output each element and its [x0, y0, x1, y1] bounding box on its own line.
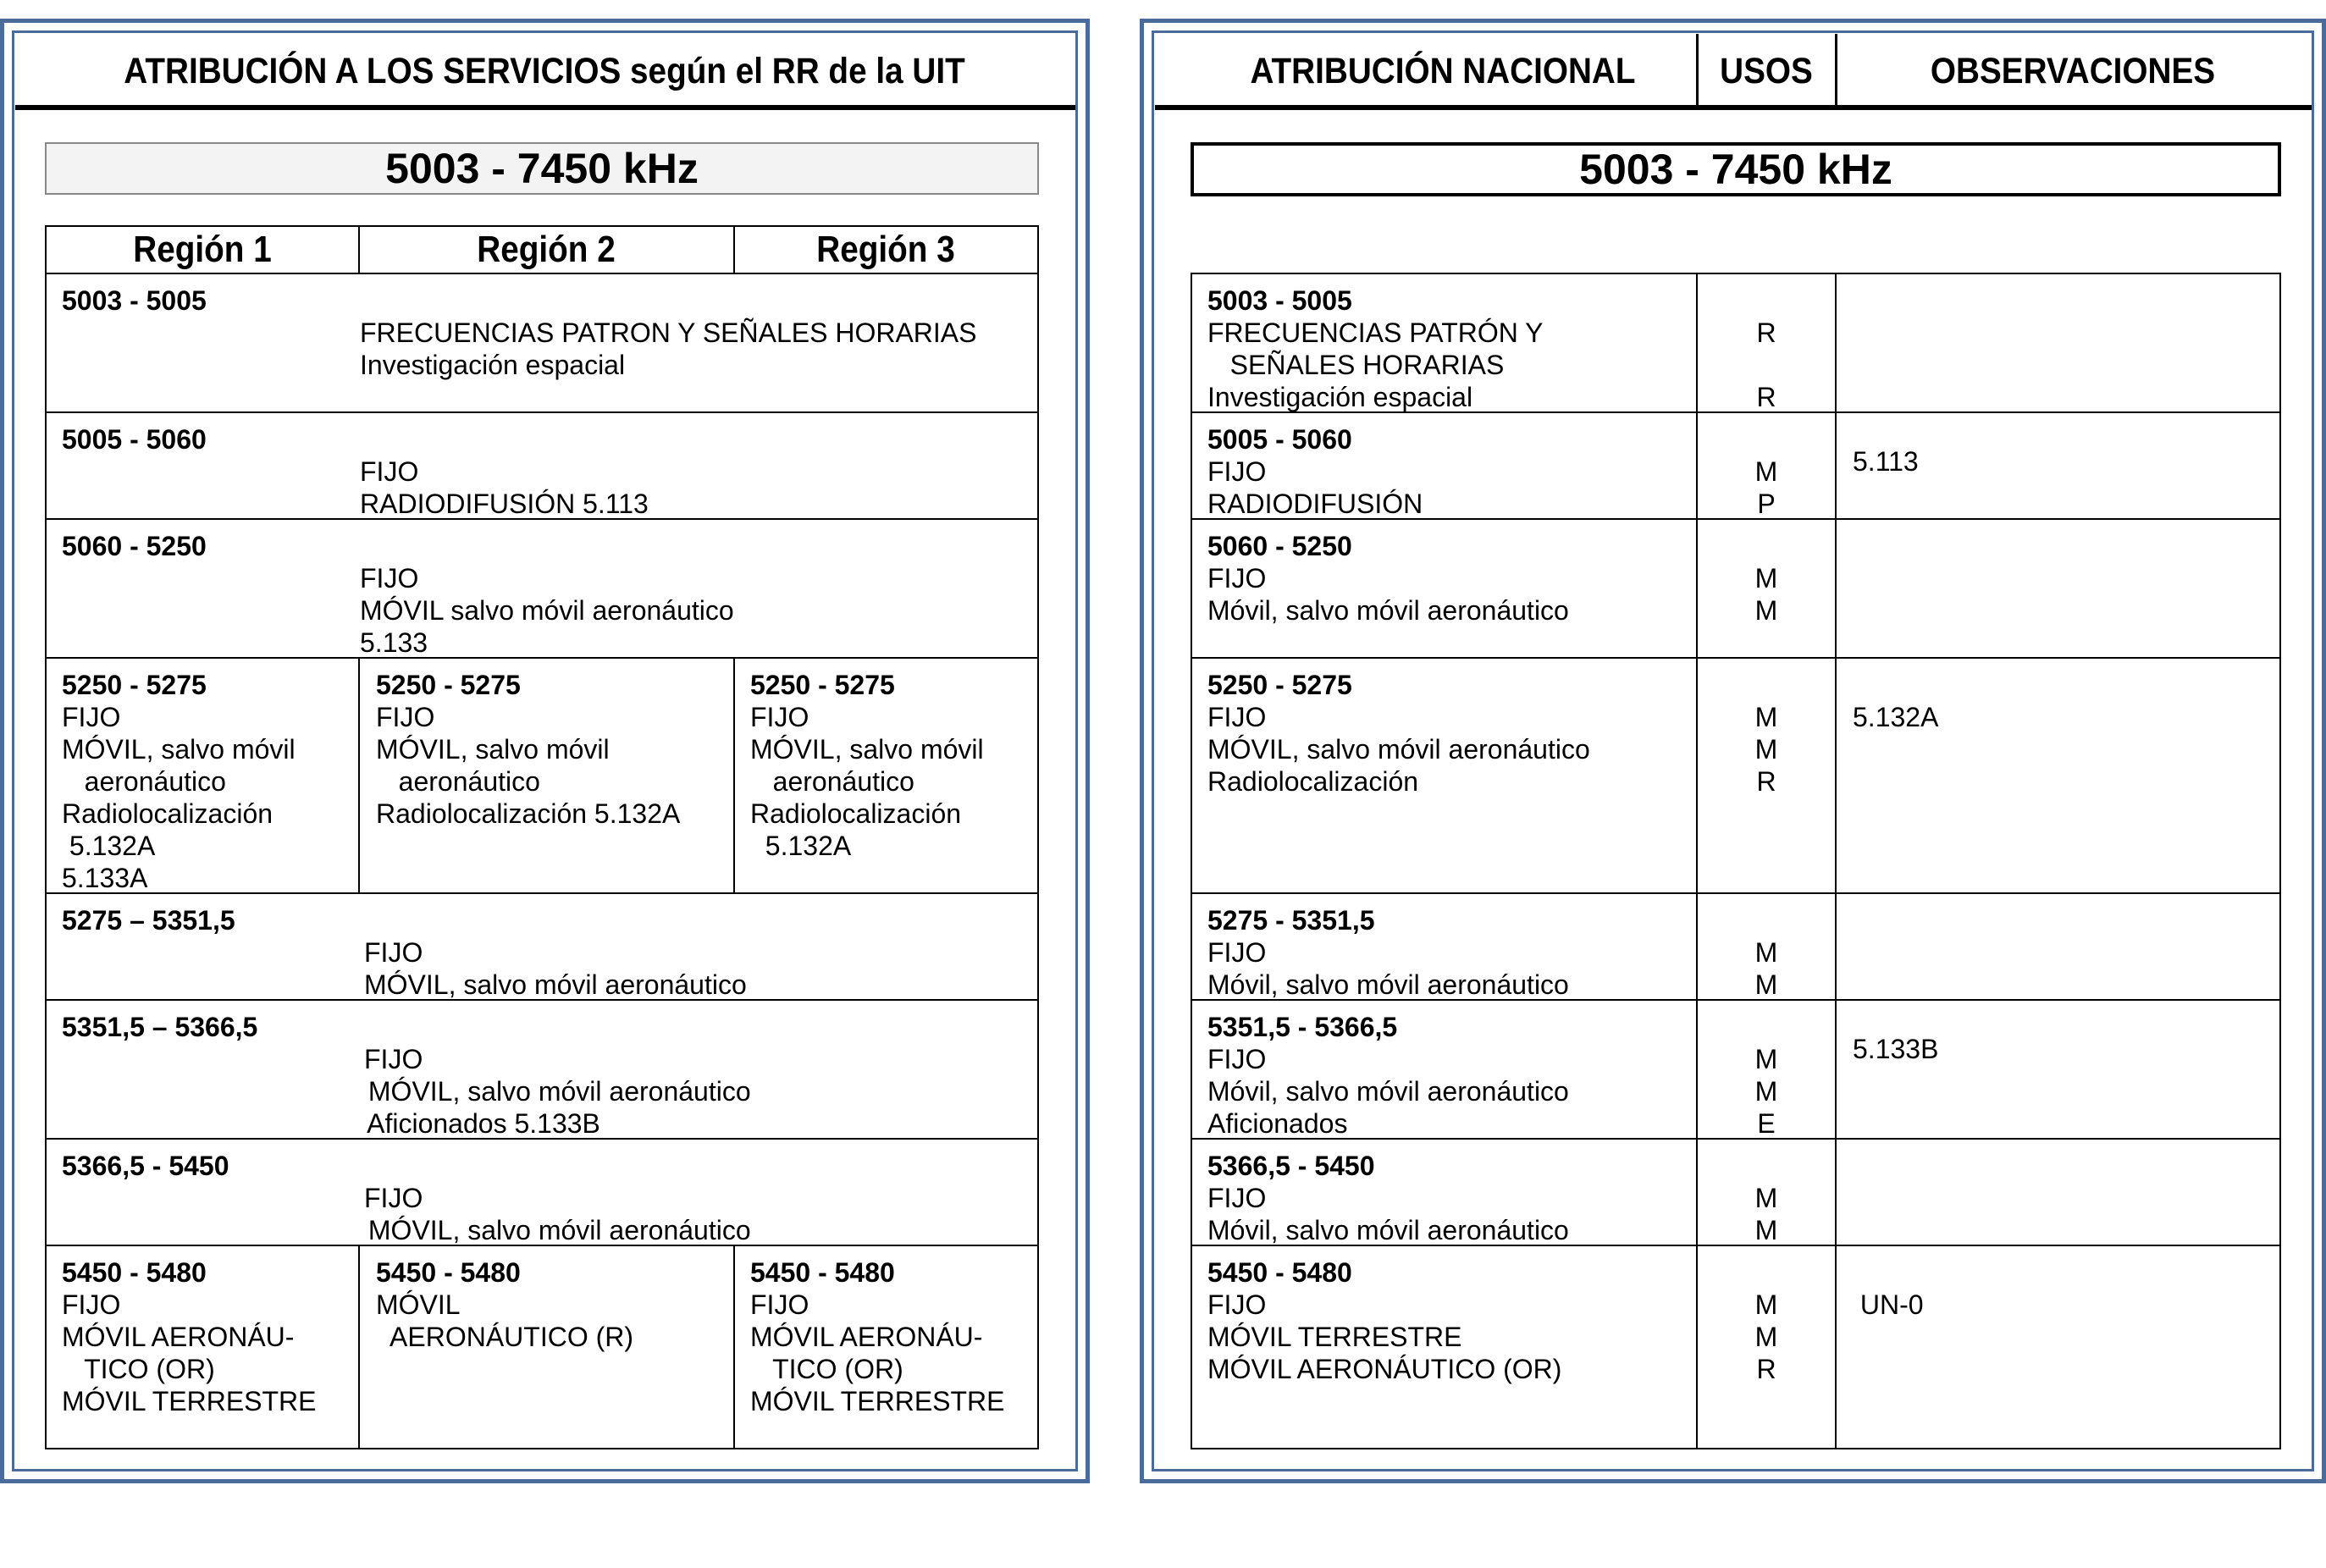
- right-row-range: 5275 - 5351,5: [1207, 905, 1375, 936]
- right-header-atribucion: ATRIBUCIÓN NACIONAL: [1250, 50, 1636, 91]
- left-row-service: aeronáutico: [376, 766, 540, 797]
- left-row-service: FIJO: [750, 702, 809, 732]
- left-row-service: MÓVIL, salvo móvil: [376, 734, 610, 765]
- left-row-service: RADIODIFUSIÓN 5.113: [360, 489, 649, 519]
- right-row-range: 5003 - 5005: [1207, 285, 1352, 316]
- right-row-uso: M: [1754, 1076, 1778, 1107]
- right-row-uso: M: [1754, 1322, 1778, 1352]
- right-row-service: Móvil, salvo móvil aeronáutico: [1207, 595, 1569, 626]
- right-row-service: FIJO: [1207, 563, 1267, 594]
- left-row-service: TICO (OR): [62, 1354, 215, 1384]
- left-band-title: 5003 - 7450 kHz: [45, 142, 1039, 195]
- right-row-range: 5005 - 5060: [1207, 424, 1352, 455]
- right-row-service: MÓVIL, salvo móvil aeronáutico: [1207, 734, 1590, 765]
- right-header-divider-2: [1835, 34, 1837, 108]
- left-row-service: MÓVIL: [376, 1289, 461, 1320]
- right-row-observacion: UN-0: [1853, 1289, 1924, 1320]
- right-row-uso: P: [1757, 489, 1776, 519]
- left-row-service: Investigación espacial: [360, 350, 626, 380]
- left-split-divider: [358, 1245, 360, 1449]
- right-row-service: FRECUENCIAS PATRÓN Y: [1207, 317, 1544, 348]
- left-row-service: TICO (OR): [750, 1354, 903, 1384]
- right-row-service: FIJO: [1207, 1044, 1267, 1074]
- left-row-service: MÓVIL, salvo móvil aeronáutico: [361, 1076, 751, 1107]
- right-header-rule: [1155, 105, 2312, 110]
- right-row-range: 5450 - 5480: [1207, 1257, 1352, 1288]
- right-row-uso: R: [1756, 317, 1776, 348]
- right-row-uso: M: [1754, 456, 1778, 487]
- left-row-service: FIJO: [750, 1289, 809, 1320]
- right-national-table: [1191, 273, 2281, 1449]
- left-row-service: AERONÁUTICO (R): [376, 1322, 634, 1352]
- right-row-service: Investigación espacial: [1207, 382, 1473, 412]
- left-row-service: FIJO: [364, 1183, 423, 1213]
- right-obs-divider: [1835, 273, 1837, 1449]
- left-row-service: MÓVIL AERONÁU-: [750, 1322, 983, 1352]
- right-row-uso: M: [1754, 702, 1778, 732]
- right-row-service: Móvil, salvo móvil aeronáutico: [1207, 969, 1569, 1000]
- region-1-header: Región 1: [133, 229, 272, 270]
- right-row-service: Móvil, salvo móvil aeronáutico: [1207, 1076, 1569, 1107]
- region-header-divider-1: [358, 225, 360, 273]
- right-row-uso: M: [1754, 1044, 1778, 1074]
- right-row-service: FIJO: [1207, 1183, 1267, 1213]
- left-row-range: 5366,5 - 5450: [62, 1151, 229, 1181]
- left-header-title: ATRIBUCIÓN A LOS SERVICIOS según el RR de la UIT: [124, 50, 965, 91]
- left-row-service: MÓVIL TERRESTRE: [62, 1386, 317, 1416]
- left-row-service: MÓVIL TERRESTRE: [750, 1386, 1005, 1416]
- left-row-range: 5351,5 – 5366,5: [62, 1012, 258, 1042]
- right-row-service: Aficionados: [1207, 1108, 1348, 1139]
- left-split-divider: [358, 657, 360, 892]
- right-row-observacion: 5.113: [1853, 446, 1919, 477]
- left-row-service: 5.133: [360, 627, 428, 658]
- right-band-title: 5003 - 7450 kHz: [1191, 142, 2281, 196]
- right-row-service: Móvil, salvo móvil aeronáutico: [1207, 1215, 1569, 1245]
- left-split-divider: [733, 657, 735, 892]
- left-row-range: 5450 - 5480: [376, 1257, 521, 1288]
- left-row-service: Radiolocalización: [750, 798, 962, 829]
- right-row-range: 5250 - 5275: [1207, 670, 1352, 700]
- left-row-range: 5250 - 5275: [750, 670, 895, 700]
- left-row-service: Radiolocalización 5.132A: [376, 798, 681, 829]
- left-header-rule: [15, 105, 1075, 110]
- left-row-range: 5250 - 5275: [376, 670, 521, 700]
- right-row-uso: M: [1754, 1183, 1778, 1213]
- right-row-service: FIJO: [1207, 702, 1267, 732]
- right-row-service: FIJO: [1207, 937, 1267, 968]
- left-row-service: FIJO: [376, 702, 435, 732]
- right-row-uso: M: [1754, 734, 1778, 765]
- right-row-uso: M: [1754, 595, 1778, 626]
- left-row-service: MÓVIL, salvo móvil aeronáutico: [364, 969, 747, 1000]
- right-row-uso: M: [1754, 937, 1778, 968]
- right-header-observaciones: OBSERVACIONES: [1930, 50, 2216, 91]
- left-row-line: [45, 411, 1039, 413]
- left-row-service: MÓVIL salvo móvil aeronáutico: [360, 595, 734, 626]
- right-row-uso: M: [1754, 969, 1778, 1000]
- right-row-uso: E: [1757, 1108, 1776, 1139]
- region-header-divider-2: [733, 225, 735, 273]
- right-row-service: Radiolocalización: [1207, 766, 1419, 797]
- right-row-service: FIJO: [1207, 1289, 1267, 1320]
- left-row-service: 5.132A: [62, 831, 156, 861]
- left-row-service: FIJO: [62, 1289, 121, 1320]
- left-row-line: [45, 657, 1039, 659]
- left-row-range: 5275 – 5351,5: [62, 905, 235, 936]
- left-row-service: FIJO: [62, 702, 121, 732]
- left-row-service: 5.133A: [62, 863, 148, 893]
- left-row-service: Radiolocalización: [62, 798, 273, 829]
- left-row-service: MÓVIL, salvo móvil: [62, 734, 296, 765]
- left-row-line: [45, 273, 1039, 274]
- right-row-service: MÓVIL TERRESTRE: [1207, 1322, 1462, 1352]
- left-row-service: Aficionados 5.133B: [361, 1108, 600, 1139]
- right-header-usos: USOS: [1720, 50, 1813, 91]
- left-row-service: 5.132A: [750, 831, 852, 861]
- left-row-range: 5450 - 5480: [750, 1257, 895, 1288]
- left-row-service: FIJO: [364, 937, 423, 968]
- right-row-observacion: 5.132A: [1853, 702, 1939, 732]
- right-usos-divider: [1696, 273, 1698, 1449]
- left-row-service: aeronáutico: [62, 766, 226, 797]
- region-2-header: Región 2: [477, 229, 616, 270]
- left-row-range: 5003 - 5005: [62, 285, 207, 316]
- left-row-range: 5450 - 5480: [62, 1257, 207, 1288]
- right-row-service: SEÑALES HORARIAS: [1207, 350, 1505, 380]
- right-row-uso: R: [1756, 1354, 1776, 1384]
- right-row-uso: R: [1756, 766, 1776, 797]
- right-row-service: RADIODIFUSIÓN: [1207, 489, 1423, 519]
- right-row-uso: M: [1754, 1289, 1778, 1320]
- left-split-divider: [733, 1245, 735, 1449]
- left-row-line: [45, 892, 1039, 894]
- right-row-range: 5366,5 - 5450: [1207, 1151, 1375, 1181]
- right-row-uso: R: [1756, 382, 1776, 412]
- left-row-service: FIJO: [360, 456, 419, 487]
- left-row-range: 5005 - 5060: [62, 424, 207, 455]
- left-row-service: MÓVIL AERONÁU-: [62, 1322, 295, 1352]
- right-header-divider-1: [1696, 34, 1699, 108]
- region-3-header: Región 3: [816, 229, 955, 270]
- left-row-range: 5250 - 5275: [62, 670, 207, 700]
- left-row-service: FIJO: [364, 1044, 423, 1074]
- left-row-range: 5060 - 5250: [62, 531, 207, 561]
- right-row-uso: M: [1754, 563, 1778, 594]
- right-row-observacion: 5.133B: [1853, 1034, 1939, 1064]
- right-row-range: 5351,5 - 5366,5: [1207, 1012, 1398, 1042]
- left-row-service: MÓVIL, salvo móvil aeronáutico: [361, 1215, 751, 1245]
- right-row-range: 5060 - 5250: [1207, 531, 1352, 561]
- right-row-service: FIJO: [1207, 456, 1267, 487]
- left-row-service: FRECUENCIAS PATRON Y SEÑALES HORARIAS: [360, 317, 977, 348]
- right-row-service: MÓVIL AERONÁUTICO (OR): [1207, 1354, 1562, 1384]
- left-row-service: MÓVIL, salvo móvil: [750, 734, 984, 765]
- right-row-uso: M: [1754, 1215, 1778, 1245]
- left-row-service: aeronáutico: [750, 766, 914, 797]
- right-row-line: [1191, 657, 2281, 659]
- left-row-service: FIJO: [360, 563, 419, 594]
- right-row-line: [1191, 892, 2281, 894]
